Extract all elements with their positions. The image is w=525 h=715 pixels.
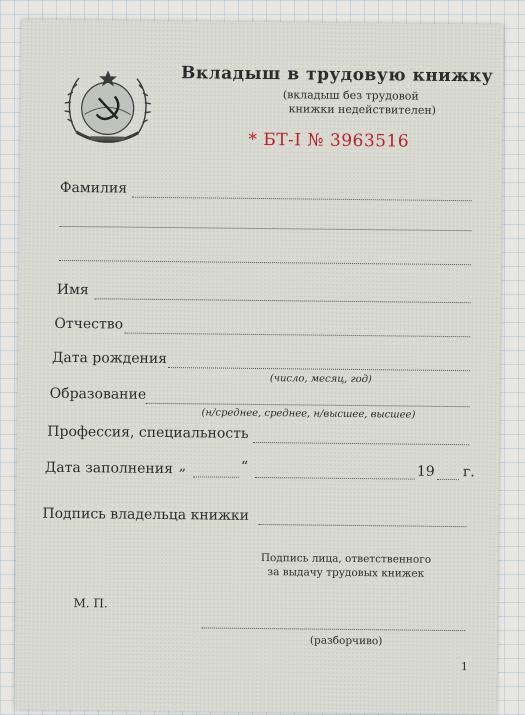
fill-date-year-suffix: г. [462, 464, 475, 481]
birth-date-hint: (число, месяц, год) [269, 373, 372, 386]
birth-date-line[interactable] [168, 367, 470, 371]
owner-signature-line[interactable] [258, 524, 466, 527]
official-signature-caption-line1: Подпись лица, ответственного [260, 552, 432, 566]
name-line[interactable] [95, 298, 471, 303]
validity-note-line2: книжки недействителен) [288, 102, 437, 117]
stamp-place-label: М. П. [73, 596, 108, 611]
insert-document-page [14, 19, 503, 714]
fill-date-quote-open: „ [178, 458, 187, 475]
surname-line-2[interactable] [59, 226, 471, 231]
fill-date-label: Дата заполнения [44, 459, 174, 478]
official-signature-line[interactable] [201, 627, 465, 631]
patronymic-label: Отчество [54, 315, 124, 333]
legible-hint: (разборчиво) [309, 634, 383, 648]
fill-date-month-line[interactable] [255, 477, 415, 480]
owner-signature-label: Подпись владельца книжки [42, 505, 250, 524]
fill-date-year-line[interactable] [437, 479, 459, 480]
surname-line[interactable] [132, 197, 472, 202]
surname-line-3[interactable] [59, 260, 471, 265]
document-title: Вкладыш в трудовую книжку [180, 63, 494, 87]
page-number: 1 [460, 660, 468, 674]
official-signature-caption-line2: за выдачу трудовых книжек [267, 566, 425, 580]
fill-date-year-prefix: 19 [416, 463, 435, 480]
profession-line[interactable] [253, 442, 469, 445]
surname-label: Фамилия [59, 179, 128, 197]
education-label: Образование [49, 385, 147, 403]
education-line[interactable] [146, 403, 470, 407]
name-label: Имя [56, 281, 89, 299]
education-hint: (н/среднее, среднее, н/высшее, высшее) [201, 407, 416, 421]
patronymic-line[interactable] [124, 333, 470, 338]
fill-date-quote-close: “ [240, 458, 249, 475]
series-number: * БТ-I № 3963516 [248, 129, 410, 152]
validity-note-line1: (вкладыш без трудовой [282, 88, 419, 103]
birth-date-label: Дата рождения [52, 349, 168, 368]
ussr-emblem-icon [62, 62, 153, 155]
fill-date-day-line[interactable] [193, 476, 239, 477]
profession-label: Профессия, специальность [47, 423, 249, 442]
